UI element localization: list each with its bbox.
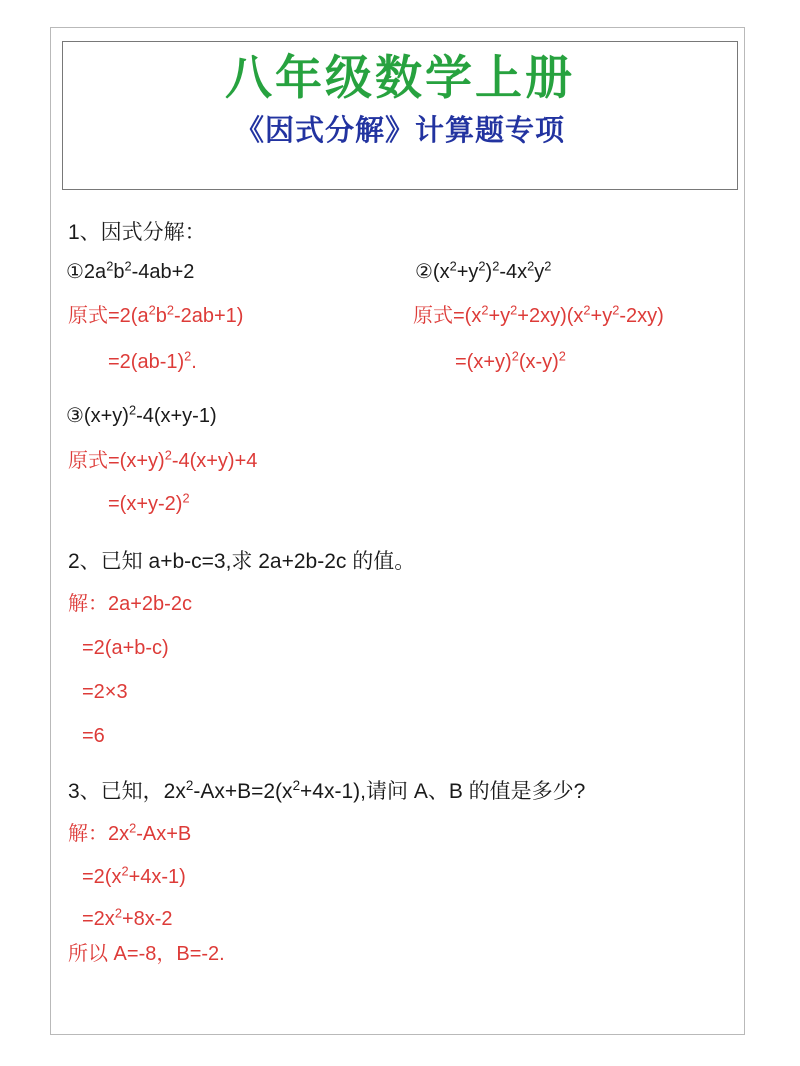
- problem-3-conclusion: 所以 A=-8，B=-2.: [68, 943, 225, 965]
- problem-3-solution-line-1: 解：$2x^2-Ax+B$: [68, 820, 192, 845]
- problem-1-part-1-solution-line-2: $=2(ab-1)^2$.: [108, 348, 197, 373]
- problem-1-part-2-solution-line-2: $=(x+y)^2(x-y)^2$: [455, 348, 566, 373]
- problem-2-solution-line-1: 解：2a+2b-2c: [68, 593, 192, 615]
- problem-1-part-3-solution-line-2: $=(x+y-2)^2$: [108, 490, 190, 515]
- problem-1-part-3-solution-line-1: 原式$=(x+y)^2-4(x+y)+4$: [68, 447, 258, 472]
- problem-1-part-1-question: $①2a^2b^2-4ab+2$: [66, 258, 195, 283]
- problem-2-solution-line-3: =2×3: [82, 681, 128, 703]
- problem-3-solution-line-2: $=2(x^2+4x-1)$: [82, 863, 186, 888]
- problem-2-prompt: 2、已知 a+b-c=3,求 2a+2b-2c 的值。: [68, 550, 416, 573]
- problem-3-prompt: 3、已知，$2x^2-Ax+B=2(x^2+4x-1)$,请问 A、B 的值是多少?: [68, 778, 586, 803]
- problem-3-solution-line-3: $=2x^2+8x-2$: [82, 905, 173, 930]
- page-subtitle: 《因式分解》计算题专项: [234, 112, 565, 147]
- problem-2-solution-line-4: =6: [82, 725, 105, 747]
- page-title: 八年级数学上册: [225, 51, 575, 106]
- problem-1-part-1-solution-line-1: 原式$=2(a^2b^2-2ab+1)$: [68, 302, 244, 327]
- problem-1-part-2-question: $②(x^2+y^2)^2-4x^2y^2$: [415, 258, 552, 283]
- problem-2-solution-line-2: =2(a+b-c): [82, 637, 169, 659]
- problem-1-part-2-solution-line-1: 原式$=(x^2+y^2+2xy)(x^2+y^2-2xy)$: [413, 302, 664, 327]
- problem-1-prompt: 1、因式分解：: [68, 221, 206, 244]
- problem-1-part-3-question: $③(x+y)^2-4(x+y-1)$: [66, 402, 217, 427]
